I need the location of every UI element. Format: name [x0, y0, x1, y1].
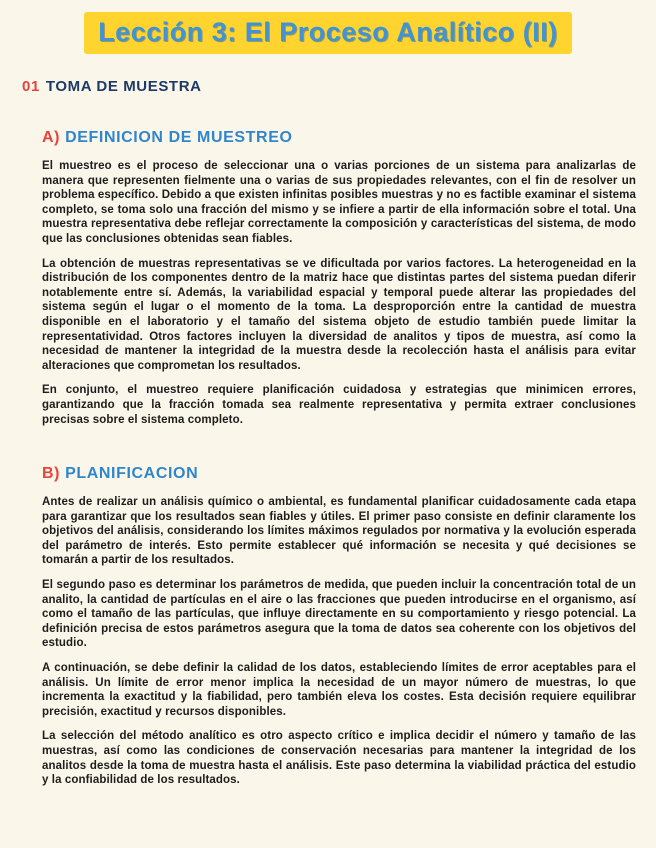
lesson-title-highlight: [84, 12, 572, 54]
paragraph: La selección del método analítico es otro aspecto crítico e implica decidir el número y tamaño de las muestras, así como las condiciones de conservación necesarias para mantener la integridad de los analitos desde la toma de muestra hasta el análisis. Este paso determina la viabilidad práctica del estudio y la confiabilidad de los resultados.: [42, 730, 636, 787]
subsection-heading: [42, 129, 636, 147]
subsection-title: DEFINICION DE MUESTREO: [65, 129, 293, 146]
subsection-heading: [42, 465, 636, 483]
subsection-letter: B): [42, 465, 61, 483]
subsection-definicion-de-muestreo: [42, 129, 636, 427]
subsection-letter: A): [42, 129, 61, 146]
lesson-title: Lección 3: El Proceso Analítico (II): [98, 17, 558, 47]
section-heading: [22, 78, 636, 95]
paragraph: El segundo paso es determinar los parámetros de medida, que pueden incluir la concentración total de un analito, la cantidad de partículas en el aire o las fracciones que pueden introducirse en el organismo, así como el tamaño de las partículas, que influye directamente en su comportamiento y riesgo potencial. La definición precisa de estos parámetros asegura que la toma de datos sea coherente con los objetivos del estudio.: [42, 579, 636, 650]
paragraph: A continuación, se debe definir la calidad de los datos, estableciendo límites de error aceptables para el análisis. Un límite de error menor implica la necesidad de un mayor número de muestras, lo que incrementa la exactitud y la fiabilidad, pero también eleva los costes. Esta decisión requiere equilibrar precisión, exactitud y recursos disponibles.: [42, 662, 636, 718]
section-title: TOMA DE MUESTRA: [45, 78, 202, 95]
subsection-title: PLANIFICACION: [65, 465, 199, 483]
section-number: 01: [22, 78, 40, 95]
paragraph: El muestreo es el proceso de seleccionar una o varias porciones de un sistema para analizarlas de manera que representen fielmente una o varias de sus propiedades relevantes, con el fin de resolver un problema específico. Debido a que existen infinitas posibles muestras y no es factible examinar el sistema completo, se toma solo una fracción del mismo y se infiere a partir de ella información sobre el total. Una muestra representativa debe reflejar correctamente la composición y características del sistema, de modo que las conclusiones obtenidas sean fiables.: [42, 160, 636, 245]
paragraph: La obtención de muestras representativas se ve dificultada por varios factores. La heterogeneidad en la distribución de los componentes dentro de la matriz hace que distintas partes del sistema puedan diferir notablemente entre sí. Además, la variabilidad espacial y temporal puede alterar las propiedades del sistema según el lugar o el momento de la toma. La desproporción entre la cantidad de muestra disponible en el laboratorio y el tamaño del sistema objeto de estudio también puede limitar la representatividad. Otros factores incluyen la diversidad de analitos y tipos de muestra, así como la necesidad de mantener la integridad de la muestra desde la recolección hasta el análisis para evitar alteraciones que comprometan los resultados.: [42, 257, 636, 372]
subsection-planificacion: [42, 465, 636, 788]
paragraph: Antes de realizar un análisis químico o ambiental, es fundamental planificar cuidadosamente cada etapa para garantizar que los resultados sean fiables y útiles. El primer paso consiste en definir claramente los objetivos del análisis, considerando los límites máximos regulados por normativa y la evolución esperada del parámetro de interés. Esto permite establecer qué información se necesita y qué decisiones se tomarán a partir de los resultados.: [42, 496, 636, 567]
paragraph: En conjunto, el muestreo requiere planificación cuidadosa y estrategias que minimicen errores, garantizando que la fracción tomada sea realmente representativa y permita extraer conclusiones precisas sobre el sistema completo.: [42, 384, 636, 426]
